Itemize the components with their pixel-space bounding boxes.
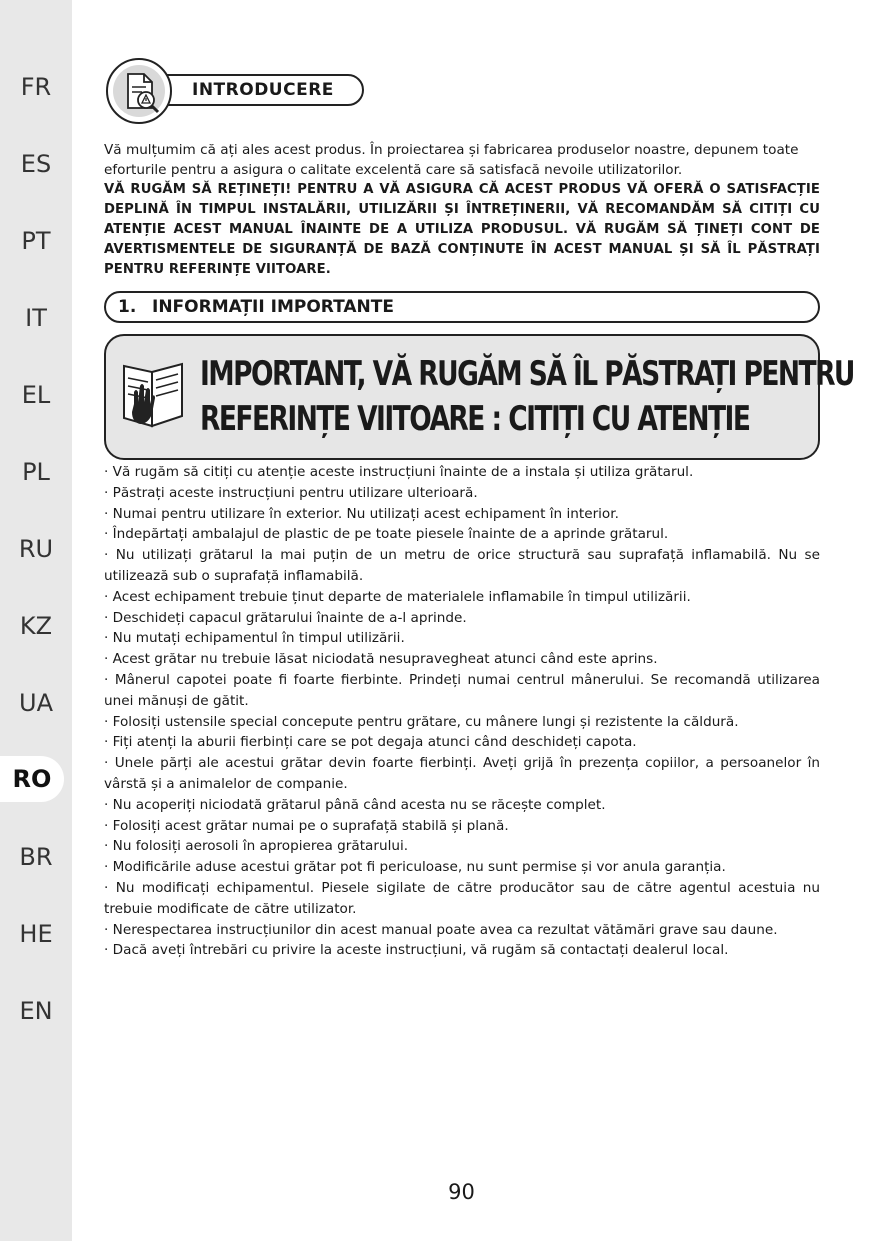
lang-tab-fr[interactable]: FR [20, 73, 52, 101]
list-item: · Acest grătar nu trebuie lăsat niciodată nesupravegheat atunci când este aprins. [104, 649, 820, 670]
lang-tab-ru[interactable]: RU [18, 535, 54, 563]
list-item: · Nu utilizați grătarul la mai puțin de un metru de orice structură sau suprafață inflamabilă. Nu se utilizează sub o suprafață inflamabilă. [104, 545, 820, 587]
document-warning-icon [106, 58, 172, 124]
list-item: · Nu folosiți aerosoli în apropierea grătarului. [104, 836, 820, 857]
lang-tab-ro-active[interactable]: RO [0, 756, 64, 802]
lang-tab-ua[interactable]: UA [19, 689, 53, 717]
list-item: · Nu acoperiți niciodată grătarul până când acesta nu se răcește complet. [104, 795, 820, 816]
list-item: · Deschideți capacul grătarului înainte de a-l aprinde. [104, 608, 820, 629]
list-item: · Îndepărtați ambalajul de plastic de pe toate piesele înainte de a aprinde grătarul. [104, 524, 820, 545]
lang-tab-it[interactable]: IT [25, 304, 47, 332]
lang-tab-pt[interactable]: PT [21, 227, 51, 255]
list-item: · Mânerul capotei poate fi foarte fierbinte. Prindeți numai centrul mânerului. Se recomandă utilizarea unei mănuși de gătit. [104, 670, 820, 712]
lang-tab-es[interactable]: ES [20, 150, 52, 178]
list-item: · Dacă aveți întrebări cu privire la aceste instrucțiuni, vă rugăm să contactați dealerul local. [104, 940, 820, 961]
read-manual-icon [120, 356, 188, 432]
list-item: · Acest echipament trebuie ținut departe de materialele inflamabile în timpul utilizării. [104, 587, 820, 608]
lang-tab-br[interactable]: BR [19, 843, 53, 871]
intro-text [104, 140, 820, 280]
section-title: INFORMAȚII IMPORTANTE [152, 297, 394, 317]
intro-notice: VĂ RUGĂM SĂ REȚINEȚI! PENTRU A VĂ ASIGURA CĂ ACEST PRODUS VĂ OFERĂ O SATISFACȚIE DEPLINĂ ÎN TIMPUL INSTALĂRII, UTILIZĂRII ȘI ÎNTREȚINERII, VĂ RECOMANDĂM SĂ CITIȚI CU ATENȚIE ACEST MANUAL ÎNAINTE DE A UTILIZA PRODUSUL. VĂ RUGĂM SĂ ȚINEȚI CONT DE AVERTISMENTELE DE SIGURANȚĂ DE BAZĂ CONȚINUTE ÎN ACEST MANUAL ȘI SĂ ÎL PĂSTRAȚI PENTRU REFERINȚE VIITOARE. [104, 182, 820, 277]
page-number: 90 [448, 1180, 475, 1204]
list-item: · Nu mutați echipamentul în timpul utilizării. [104, 628, 820, 649]
list-item: · Folosiți ustensile special concepute pentru grătare, cu mânere lungi și rezistente la căldură. [104, 712, 820, 733]
lang-tab-he[interactable]: HE [19, 920, 53, 948]
list-item: · Vă rugăm să citiți cu atenție aceste instrucțiuni înainte de a instala și utiliza grătarul. [104, 462, 820, 483]
list-item: · Folosiți acest grătar numai pe o suprafață stabilă și plană. [104, 816, 820, 837]
important-headline-line2: REFERINȚE VIITOARE : CITIȚI CU ATENȚIE [200, 399, 750, 439]
list-item: · Modificările aduse acestui grătar pot fi periculoase, nu sunt permise și vor anula garanția. [104, 857, 820, 878]
intro-paragraph: Vă mulțumim că ați ales acest produs. În proiectarea și fabricarea produselor noastre, depunem toate eforturile pentru a asigura o calitate excelentă care să satisfacă nevoile utilizatorilor. [104, 142, 799, 178]
intro-title: INTRODUCERE [192, 80, 334, 100]
lang-tab-en[interactable]: EN [19, 997, 53, 1025]
list-item: · Fiți atenți la aburii fierbinți care se pot degaja atunci când deschideți capota. [104, 732, 820, 753]
section-number: 1. [118, 297, 137, 317]
safety-instructions-list [104, 462, 820, 961]
list-item: · Păstrați aceste instrucțiuni pentru utilizare ulterioară. [104, 483, 820, 504]
important-notice-box [104, 334, 820, 460]
lang-tab-pl[interactable]: PL [22, 458, 50, 486]
important-headline-line1: IMPORTANT, VĂ RUGĂM SĂ ÎL PĂSTRAȚI PENTRU [200, 354, 854, 394]
lang-tab-kz[interactable]: KZ [19, 612, 53, 640]
lang-tab-el[interactable]: EL [21, 381, 51, 409]
list-item: · Nerespectarea instrucțiunilor din acest manual poate avea ca rezultat vătămări grave sau daune. [104, 920, 820, 941]
list-item: · Unele părți ale acestui grătar devin foarte fierbinți. Aveți grijă în prezența copiilor, a persoanelor în vârstă și a animalelor de companie. [104, 753, 820, 795]
list-item: · Nu modificați echipamentul. Piesele sigilate de către producător sau de către agentul acestuia nu trebuie modificate de către utilizator. [104, 878, 820, 920]
list-item: · Numai pentru utilizare în exterior. Nu utilizați acest echipament în interior. [104, 504, 820, 525]
